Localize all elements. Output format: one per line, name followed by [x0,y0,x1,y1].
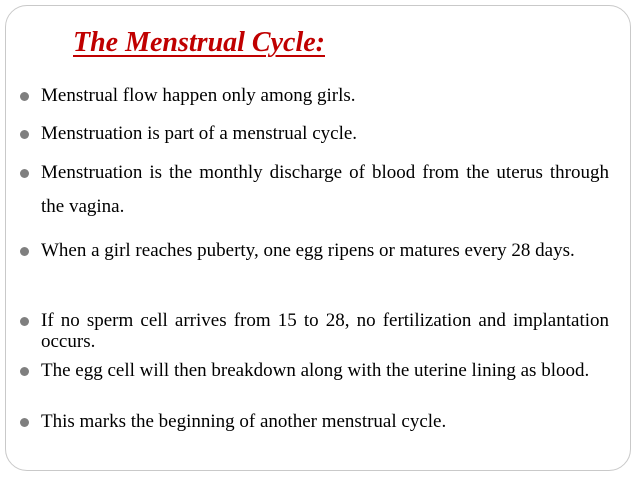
bullet-dot-icon [20,130,29,139]
bullet-item [20,156,610,224]
bullet-dot-icon [20,169,29,178]
bullet-text: When a girl reaches puberty, one egg ripens or matures every 28 days. [41,240,575,261]
bullet-text: Menstruation is the monthly discharge of blood from the uterus through the vagina. [41,162,609,217]
bullet-dot-icon [20,92,29,101]
bullet-dot-icon [20,247,29,256]
bullet-item [20,117,610,151]
bullet-dot-icon [20,317,29,326]
bullet-dot-icon [20,418,29,427]
bullet-text: Menstrual flow happen only among girls. [41,85,356,106]
bullet-text: Menstruation is part of a menstrual cycle. [41,123,358,144]
bullet-text: This marks the beginning of another menstrual cycle. [41,411,447,432]
slide-title: The Menstrual Cycle: [73,27,325,58]
bullet-item [20,411,610,432]
bullet-dot-icon [20,367,29,376]
bullet-item [20,360,610,381]
bullet-item [20,310,610,352]
bullet-item [20,79,610,113]
bullet-item [20,234,610,268]
bullet-text: The egg cell will then breakdown along with the uterine lining as blood. [41,360,590,381]
bullet-text: If no sperm cell arrives from 15 to 28, no fertilization and implantation occurs. [41,310,609,352]
